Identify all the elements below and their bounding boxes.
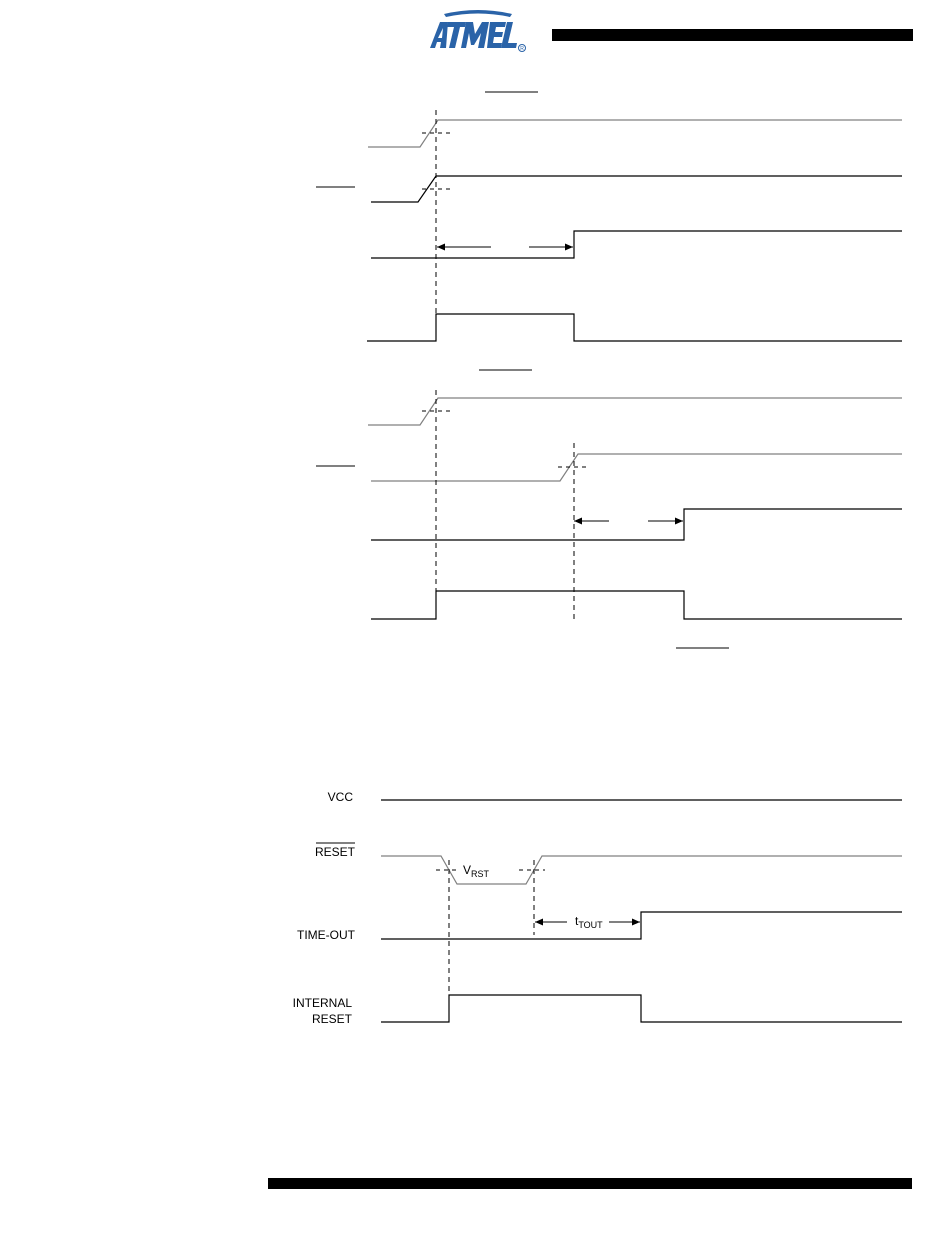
signal-label-timeout: TIME-OUT bbox=[297, 928, 355, 942]
signal-label-reset: RESET bbox=[314, 845, 355, 859]
arrowhead-right bbox=[632, 919, 640, 926]
svg-text:R: R bbox=[520, 46, 524, 52]
vrst-label: $V_{RST}$ bbox=[463, 863, 490, 879]
signal-label-internal: INTERNAL bbox=[292, 996, 352, 1010]
timeout-waveform bbox=[371, 231, 902, 258]
arrowhead-left bbox=[437, 244, 445, 251]
internal-reset-waveform bbox=[371, 591, 902, 619]
signal-label-internal-reset: RESET bbox=[311, 1012, 352, 1026]
timeout-waveform bbox=[371, 509, 902, 540]
arrowhead-left bbox=[535, 919, 543, 926]
reset-waveform bbox=[371, 454, 902, 481]
timing-diagram-reset-tied-to-vcc bbox=[0, 0, 950, 360]
arrowhead-left bbox=[574, 518, 582, 525]
reset-waveform bbox=[371, 176, 902, 202]
arrowhead-right bbox=[675, 518, 683, 525]
timeout-waveform bbox=[381, 912, 902, 939]
footer-rule bbox=[268, 1178, 912, 1189]
ttout-label: $t_{TOUT}$ bbox=[575, 914, 603, 930]
signal-label-vcc: VCC bbox=[327, 790, 353, 804]
arrowhead-right bbox=[565, 244, 573, 251]
timing-diagram-external-reset bbox=[0, 760, 950, 1060]
internal-reset-waveform bbox=[381, 995, 902, 1022]
timing-diagram-reset-extended bbox=[0, 360, 950, 660]
reset-waveform bbox=[381, 856, 902, 884]
internal-reset-waveform bbox=[367, 314, 902, 341]
